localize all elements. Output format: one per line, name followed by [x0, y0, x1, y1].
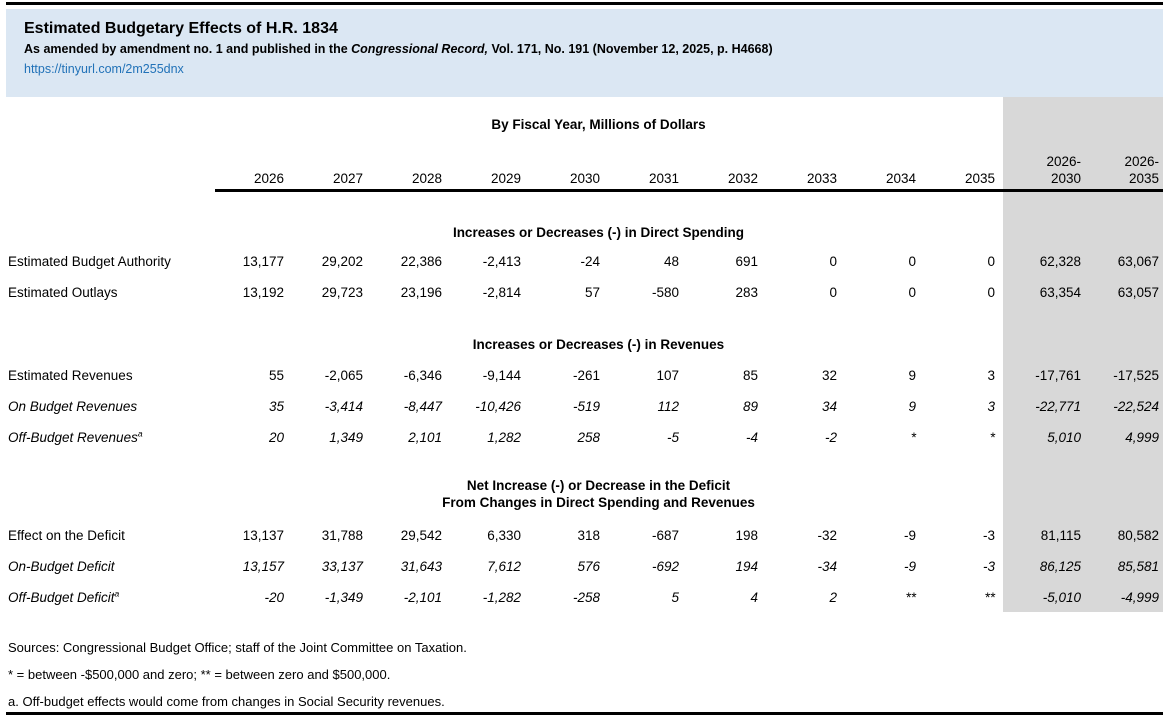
value-cell: 4: [750, 590, 758, 605]
value-cell: 29,202: [321, 254, 363, 269]
table-row: [6, 422, 1163, 453]
row-label: Estimated Outlays: [8, 285, 118, 300]
value-cell: **: [984, 590, 995, 605]
value-cell: 13,157: [242, 559, 284, 574]
value-cell: -261: [572, 368, 600, 383]
value-cell: -2,065: [324, 368, 363, 383]
footnotes: [6, 634, 1163, 715]
value-cell: *: [989, 430, 995, 445]
value-cell: -17,761: [1035, 368, 1081, 383]
value-cell: 13,192: [242, 285, 284, 300]
value-cell: 13,177: [242, 254, 284, 269]
value-cell: 7,612: [487, 559, 521, 574]
value-cell: 35: [268, 399, 284, 414]
value-cell: -2,814: [482, 285, 521, 300]
value-cell: 31,643: [400, 559, 442, 574]
value-cell: 34: [821, 399, 837, 414]
value-cell: -34: [817, 559, 837, 574]
value-cell: 32: [821, 368, 837, 383]
value-cell: 1,282: [487, 430, 521, 445]
value-cell: -5: [666, 430, 679, 445]
value-cell: 1,349: [329, 430, 363, 445]
value-cell: 0: [829, 254, 837, 269]
value-cell: -9: [903, 559, 916, 574]
value-cell: -2: [824, 430, 837, 445]
section-heading: Increases or Decreases (-) in Direct Spending: [452, 225, 745, 240]
value-cell: 33,137: [321, 559, 363, 574]
year-column-header: 2035: [964, 171, 995, 186]
value-cell: -9: [903, 528, 916, 543]
value-cell: 80,582: [1117, 528, 1159, 543]
value-cell: -3,414: [324, 399, 363, 414]
value-cell: 29,542: [400, 528, 442, 543]
value-cell: 86,125: [1039, 559, 1081, 574]
footnote-marker: a: [137, 428, 143, 439]
year-column-header: 2029: [490, 171, 521, 186]
value-cell: 0: [829, 285, 837, 300]
row-label: On-Budget Deficit: [8, 559, 115, 574]
value-cell: **: [905, 590, 916, 605]
subtitle-suffix: Vol. 171, No. 191 (November 12, 2025, p. H4668): [487, 42, 773, 56]
footnote-marker: a: [114, 588, 120, 599]
value-cell: 23,196: [400, 285, 442, 300]
year-column-header: 2027: [332, 171, 363, 186]
value-cell: -2,413: [482, 254, 521, 269]
subtitle-prefix: As amended by amendment no. 1 and published in the: [24, 42, 352, 56]
value-cell: -3: [982, 559, 995, 574]
value-cell: 9: [908, 399, 916, 414]
section-rows: [6, 360, 1163, 453]
table-row: [6, 391, 1163, 422]
value-cell: 6,330: [487, 528, 521, 543]
total-column-header: 2026- 2030: [1046, 154, 1081, 186]
value-cell: 2,101: [408, 430, 442, 445]
value-cell: 107: [656, 368, 679, 383]
value-cell: -258: [572, 590, 600, 605]
value-cell: 89: [742, 399, 758, 414]
value-cell: 81,115: [1040, 528, 1081, 543]
table-row: [6, 520, 1163, 551]
section-heading: Increases or Decreases (-) in Revenues: [472, 337, 725, 352]
value-cell: -3: [982, 528, 995, 543]
row-label: Effect on the Deficit: [8, 528, 125, 543]
value-cell: -8,447: [403, 399, 442, 414]
page-subtitle: [24, 42, 1163, 56]
value-cell: 198: [735, 528, 758, 543]
column-header-rule: [215, 189, 1163, 192]
value-cell: 9: [908, 368, 916, 383]
footnote-a: a. Off-budget effects would come from changes in Social Security revenues.: [8, 694, 445, 709]
value-cell: -22,524: [1113, 399, 1159, 414]
value-cell: 2: [829, 590, 837, 605]
value-cell: 85: [742, 368, 758, 383]
section-rows: [6, 246, 1163, 308]
value-cell: -4,999: [1120, 590, 1159, 605]
bottom-horizontal-rule: [6, 712, 1163, 715]
value-cell: 691: [735, 254, 758, 269]
value-cell: 55: [268, 368, 284, 383]
row-label: On Budget Revenues: [8, 399, 138, 414]
value-cell: -1,282: [482, 590, 521, 605]
value-cell: 258: [577, 430, 600, 445]
value-cell: 63,354: [1039, 285, 1081, 300]
value-cell: -1,349: [324, 590, 363, 605]
year-column-header: 2028: [411, 171, 442, 186]
table-row: [6, 582, 1163, 613]
value-cell: -687: [651, 528, 679, 543]
value-cell: -519: [572, 399, 600, 414]
table-row: [6, 277, 1163, 308]
value-cell: -17,525: [1113, 368, 1159, 383]
year-column-header: 2030: [569, 171, 600, 186]
subtitle-italic-publication: Congressional Record,: [351, 42, 488, 56]
table-row: [6, 246, 1163, 277]
total-column-header: 2026- 2035: [1124, 154, 1159, 186]
section-heading: Net Increase (-) or Decrease in the Deficit From Changes in Direct Spending and Revenues: [442, 478, 755, 510]
value-cell: 5,010: [1047, 430, 1081, 445]
year-column-header: 2034: [885, 171, 916, 186]
value-cell: 22,386: [400, 254, 442, 269]
year-column-header: 2032: [727, 171, 758, 186]
value-cell: -692: [651, 559, 679, 574]
value-cell: 4,999: [1125, 430, 1159, 445]
value-cell: -2,101: [403, 590, 442, 605]
value-cell: 318: [577, 528, 600, 543]
table-body: [6, 200, 1163, 613]
value-cell: 112: [657, 399, 679, 414]
value-cell: 62,328: [1039, 254, 1081, 269]
value-cell: 5: [671, 590, 679, 605]
table-section: [6, 477, 1163, 613]
value-cell: -4: [745, 430, 758, 445]
value-cell: 0: [987, 285, 995, 300]
value-cell: -10,426: [475, 399, 521, 414]
row-label: Off-Budget Revenues$^a$: [8, 428, 143, 445]
value-cell: -580: [651, 285, 679, 300]
value-cell: -9,144: [482, 368, 521, 383]
value-cell: 31,788: [321, 528, 363, 543]
value-cell: -32: [817, 528, 837, 543]
value-cell: -20: [264, 590, 284, 605]
year-column-header: 2033: [806, 171, 837, 186]
section-rows: [6, 520, 1163, 613]
value-cell: 0: [908, 285, 916, 300]
source-link[interactable]: https://tinyurl.com/2m255dnx: [24, 62, 184, 76]
table-unit-label: By Fiscal Year, Millions of Dollars: [491, 117, 706, 132]
title-block: [6, 9, 1163, 97]
column-header-row: [6, 145, 1163, 189]
top-horizontal-rule: [6, 2, 1163, 5]
value-cell: 576: [577, 559, 600, 574]
row-label: Estimated Budget Authority: [8, 254, 171, 269]
value-cell: 29,723: [321, 285, 363, 300]
value-cell: -5,010: [1042, 590, 1081, 605]
value-cell: -6,346: [403, 368, 442, 383]
page-title: Estimated Budgetary Effects of H.R. 1834: [24, 20, 338, 37]
value-cell: 57: [584, 285, 600, 300]
footnote-sources: Sources: Congressional Budget Office; staff of the Joint Committee on Taxation.: [8, 640, 467, 655]
value-cell: 0: [908, 254, 916, 269]
year-column-header: 2031: [648, 171, 679, 186]
table-row: [6, 360, 1163, 391]
value-cell: 20: [268, 430, 284, 445]
table-row: [6, 551, 1163, 582]
table-section: [6, 336, 1163, 453]
footnote-asterisks: * = between -$500,000 and zero; ** = between zero and $500,000.: [8, 667, 391, 682]
year-column-header: 2026: [253, 171, 284, 186]
value-cell: 0: [987, 254, 995, 269]
value-cell: -22,771: [1035, 399, 1081, 414]
value-cell: 13,137: [242, 528, 284, 543]
row-label: Estimated Revenues: [8, 368, 133, 383]
value-cell: 63,057: [1117, 285, 1159, 300]
row-label: Off-Budget Deficit$^a$: [8, 588, 120, 605]
value-cell: 283: [735, 285, 758, 300]
value-cell: 3: [987, 399, 995, 414]
value-cell: *: [910, 430, 916, 445]
value-cell: 63,067: [1117, 254, 1159, 269]
value-cell: 3: [987, 368, 995, 383]
value-cell: 85,581: [1117, 559, 1159, 574]
value-cell: 194: [735, 559, 758, 574]
value-cell: 48: [663, 254, 679, 269]
value-cell: -24: [580, 254, 600, 269]
table-section: [6, 224, 1163, 308]
